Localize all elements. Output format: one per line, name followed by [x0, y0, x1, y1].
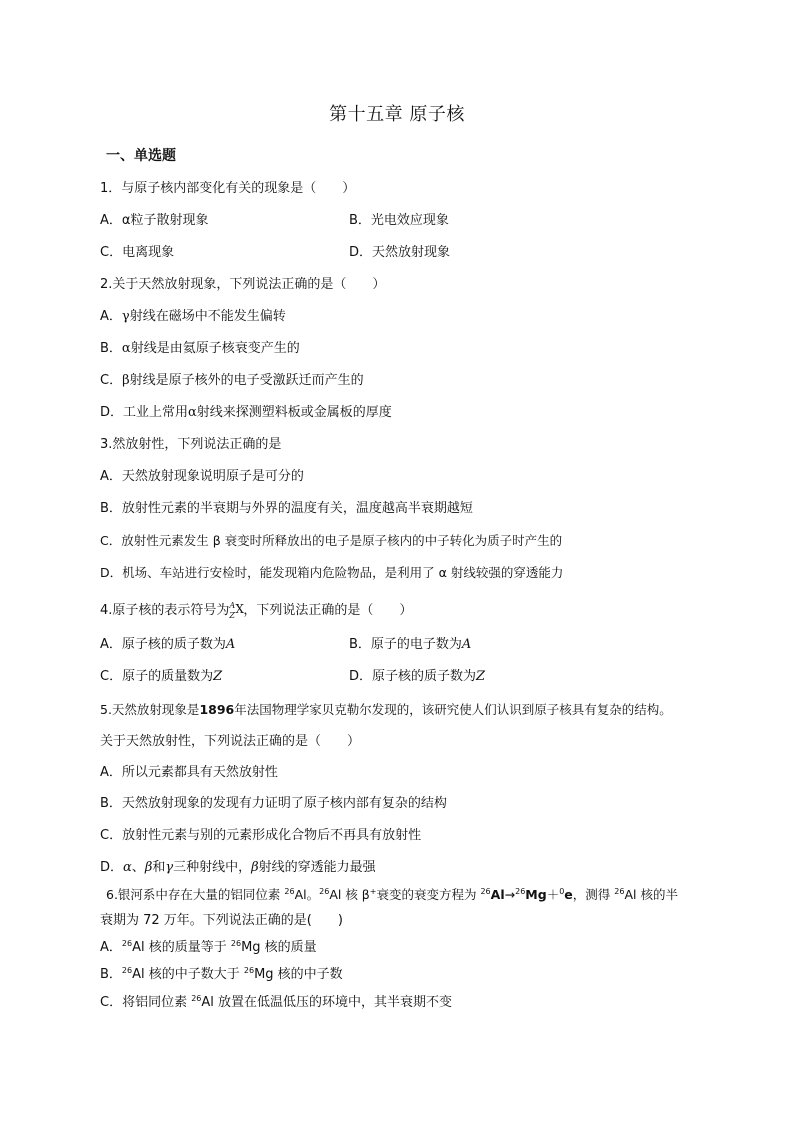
q2-option-d [100, 404, 392, 422]
q4-stem-suffix: ，下列说法正确的是（ ） [243, 603, 413, 618]
q6-a-prefix: A． [100, 940, 122, 955]
q6-c-prefix: C．将铝同位素 [100, 995, 192, 1010]
q3-stem: 3.然放射性，下列说法正确的是 [100, 437, 282, 452]
mass-number: 26 [191, 994, 202, 1003]
q5-stem-prefix: 5.天然放射现象是 [100, 702, 200, 717]
beta-symbol: β [144, 860, 153, 875]
q5-d-sep2: 和 [152, 860, 166, 875]
q6-c-text: Al 放置在低温低压的环境中，其半衰期不变 [201, 995, 453, 1010]
q5-d-prefix: D． [100, 860, 124, 875]
q2-c-prefix: C． [100, 373, 123, 388]
q6-option-b [100, 966, 343, 984]
q6-stem-line2: 衰期为 72 万年。下列说法正确的是( ) [100, 913, 343, 928]
q6-l1-d: 衰变的衰变方程为 [376, 887, 481, 902]
alpha-symbol: α [123, 860, 132, 875]
mass-number: 26 [243, 966, 255, 975]
q5-option-d [100, 859, 376, 877]
q6-stem-line1 [106, 886, 678, 904]
q3-option-c: C．放射性元素发生 β 衰变时所释放出的电子是原子核内的中子转化为质子时产生的 [100, 533, 563, 548]
q6-l1-b: 。 [306, 887, 320, 902]
page-title: 第十五章 原子核 [329, 104, 465, 125]
q5-option-c: C．放射性元素与别的元素形成化合物后不再具有放射性 [100, 828, 422, 843]
q2-option-c [100, 372, 364, 390]
q5-d-mid: 三种射线中， [173, 860, 252, 875]
q6-a-text: Mg 核的质量 [241, 940, 317, 955]
q1-option-c: C．电离现象 [100, 245, 175, 260]
q4-d-text: D．原子核的质子数为 [349, 669, 477, 684]
beta-symbol: β [251, 860, 259, 875]
q6-l1-e: ，测得 [572, 887, 615, 902]
plus-sign: ＋ [546, 887, 560, 902]
gamma-symbol: γ [121, 309, 130, 324]
arrow-icon: → [504, 887, 516, 902]
q2-option-b [100, 340, 300, 358]
q5-option-a: A．所以元素都具有天然放射性 [100, 765, 278, 780]
section-heading: 一、单选题 [106, 148, 176, 164]
mass-number: 26 [121, 966, 133, 975]
q3-option-d: D．机场、车站进行安检时，能发现箱内危险物品，是利用了 α 射线较强的穿透能力 [100, 565, 564, 580]
mass-number: 26 [480, 887, 491, 896]
q4-option-b [349, 636, 471, 654]
q5-option-b: B．天然放射现象的发现有力证明了原子核内部有复杂的结构 [100, 796, 447, 811]
q4-a-text: A．原子核的质子数为 [100, 637, 226, 652]
mg-symbol: Mg [525, 887, 547, 902]
q4-option-c [100, 668, 222, 686]
q6-l1-f: Al 核的半 [624, 887, 678, 902]
beta-symbol: β [122, 373, 130, 388]
al-symbol: Al [490, 887, 505, 902]
gamma-symbol: γ [165, 860, 174, 875]
q6-l1-a: 6.银河系中存在大量的铝同位素 [106, 887, 285, 902]
q6-b-text: Mg 核的中子数 [254, 967, 343, 982]
q1-option-b: B．光电效应现象 [349, 213, 449, 228]
atomic-number: Z [229, 611, 235, 620]
q4-a-var: A [225, 637, 236, 652]
q2-b-prefix: B． [100, 341, 122, 356]
q6-b-prefix: B． [100, 967, 122, 982]
mass-number: 26 [284, 887, 295, 896]
element-symbol: X [235, 602, 244, 616]
q1-option-d: D．天然放射现象 [349, 245, 451, 260]
q6-b-mid: Al 核的中子数大于 [132, 967, 244, 982]
q5-d-text: 射线的穿透能力最强 [258, 860, 376, 875]
q6-option-a [100, 939, 317, 957]
mass-number: 26 [614, 887, 625, 896]
plus-superscript: + [369, 887, 377, 896]
mass-number: 26 [515, 887, 526, 896]
q6-l1-c: Al 核 β [329, 887, 370, 902]
q6-option-c [100, 994, 452, 1012]
q1-option-a: A．α粒子散射现象 [100, 213, 209, 228]
nuclide-symbol [229, 599, 244, 620]
q2-a-text: 射线在磁场中不能发生偏转 [129, 309, 286, 324]
q5-stem-2: 关于天然放射性，下列说法正确的是（ ） [100, 734, 361, 749]
q2-d-prefix: D．工业上常用 [100, 405, 189, 420]
mass-number: A [229, 601, 236, 610]
q4-d-var: Z [476, 669, 486, 684]
q2-stem: 2.关于天然放射现象，下列说法正确的是（ ） [100, 277, 386, 292]
alpha-symbol: α [188, 405, 197, 420]
q4-option-a [100, 636, 235, 654]
q4-b-text: B．原子的电子数为 [349, 637, 462, 652]
q3-option-a: A．天然放射现象说明原子是可分的 [100, 469, 304, 484]
charge-number: 0 [559, 887, 565, 896]
q2-b-text: 射线是由氦原子核衰变产生的 [130, 341, 300, 356]
q1-stem: 1．与原子核内部变化有关的现象是（ ） [100, 181, 356, 196]
q2-option-a [100, 308, 286, 326]
mass-number: 26 [230, 939, 242, 948]
q2-d-text: 射线来探测塑料板或金属板的厚度 [196, 405, 392, 420]
q4-stem [100, 599, 412, 620]
q4-stem-prefix: 4.原子核的表示符号为 [100, 603, 230, 618]
q5-stem [100, 701, 672, 719]
q6-a-mid: Al 核的质量等于 [132, 940, 231, 955]
q5-stem-suffix: 年法国物理学家贝克勒尔发现的，该研究使人们认识到原子核具有复杂的结构。 [234, 702, 672, 717]
q4-b-var: A [461, 637, 472, 652]
q2-c-text: 射线是原子核外的电子受激跃迁而产生的 [129, 373, 364, 388]
q5-d-sep1: 、 [131, 860, 145, 875]
q4-option-d [349, 668, 485, 686]
q4-c-var: Z [213, 669, 223, 684]
alpha-symbol: α [121, 341, 131, 356]
q2-a-prefix: A． [100, 309, 122, 324]
q5-year: 1896 [199, 702, 235, 717]
al-symbol: Al [294, 887, 307, 902]
q3-option-b: B．放射性元素的半衰期与外界的温度有关，温度越高半衰期越短 [100, 501, 473, 516]
q4-c-text: C．原子的质量数为 [100, 669, 214, 684]
e-symbol: e [564, 887, 573, 902]
mass-number: 26 [121, 939, 133, 948]
mass-number: 26 [319, 887, 330, 896]
